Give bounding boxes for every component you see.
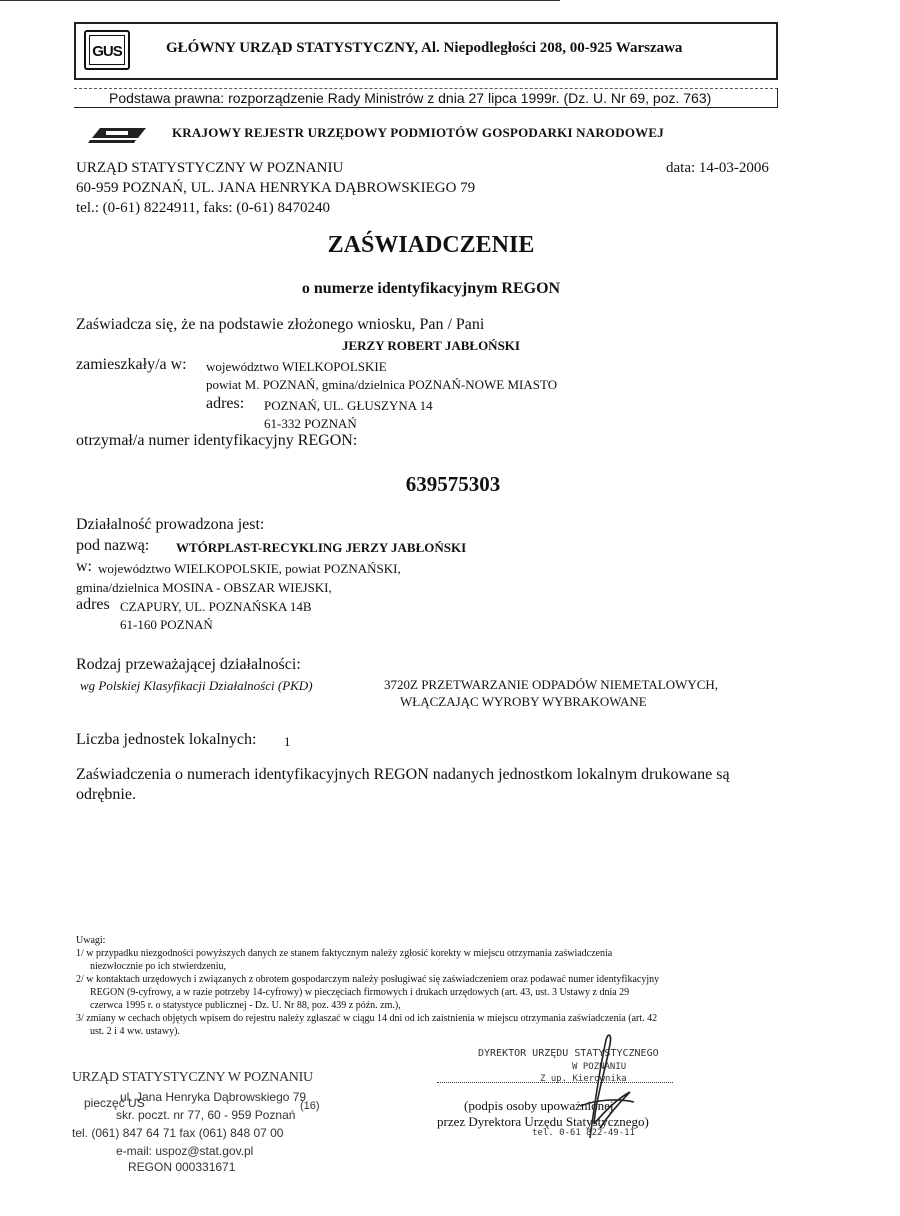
residence-district: powiat M. POZNAŃ, gmina/dzielnica POZNAŃ-NOWE MIASTO (206, 377, 558, 392)
activity-line1: 3720Z PRZETWARZANIE ODPADÓW NIEMETALOWYCH, (384, 677, 719, 692)
document-subtitle: o numerze identyfikacyjnym REGON (301, 280, 561, 297)
stamp-left-line5: e-mail: uspoz@stat.gov.pl (116, 1144, 254, 1158)
signature-label-line1: (podpis osoby upoważnionej (464, 1098, 614, 1113)
activity-label: Rodzaj przeważającej działalności: (76, 656, 301, 673)
address-postal: 61-332 POZNAŃ (264, 416, 357, 431)
business-name: WTÓRPLAST-RECYKLING JERZY JABŁOŃSKI (176, 540, 467, 555)
stamp-right-line4: tel. 0-61 822-49-11 (532, 1128, 635, 1138)
notes-heading: Uwagi: (76, 935, 106, 946)
note-1-line1: 1/ w przypadku niezgodności powyższych danych ze stanem faktycznym należy zgłosić korekty w miejscu otrzymania zaświadczenia (76, 948, 613, 959)
regon-number: 639575303 (405, 472, 501, 496)
address-label: adres: (206, 395, 245, 412)
local-units-note-line2: odrębnie. (76, 786, 136, 803)
residence-voivodeship: województwo WIELKOPOLSKIE (206, 359, 387, 374)
handwritten-signature (560, 1028, 640, 1148)
header-title: GŁÓWNY URZĄD STATYSTYCZNY, Al. Niepodległości 208, 00-925 Warszawa (166, 40, 683, 56)
note-2-line3: czerwca 1995 r. o statystyce publicznej - Dz. U. Nr 88, poz. 439 z późn. zm.), (90, 1000, 401, 1011)
business-address-postal: 61-160 POZNAŃ (120, 617, 213, 632)
business-address-street: CZAPURY, UL. POZNAŃSKA 14B (120, 599, 312, 614)
note-1-line2: niezwłocznie po ich stwierdzeniu, (90, 961, 227, 972)
business-location-label: w: (76, 558, 92, 575)
legal-basis-text: Podstawa prawna: rozporządzenie Rady Ministrów z dnia 27 lipca 1999r. (Dz. U. Nr 69, poz. 763) (109, 90, 712, 106)
note-2-line2: REGON (9-cyfrowy, a w razie potrzeby 14-cyfrowy) w pieczęciach firmowych i drukach urzędowych (art. 43, ust. 3 Ustawy z dnia 29 (90, 987, 630, 998)
stamp-left-line1: URZĄD STATYSTYCZNY W POZNANIU (72, 1070, 313, 1085)
note-3-line2: ust. 2 i 4 ww. ustawy). (90, 1026, 180, 1037)
activity-line2: WŁĄCZAJĄC WYROBY WYBRAKOWANE (400, 694, 647, 709)
office-address: 60-959 POZNAŃ, UL. JANA HENRYKA DĄBROWSKIEGO 79 (76, 180, 476, 196)
stamp-left-line3: skr. poczt. nr 77, 60 - 959 Poznań (116, 1108, 296, 1122)
stamp-right-line2: W POZNANIU (572, 1062, 627, 1072)
note-2-line1: 2/ w kontaktach urzędowych i związanych z obrotem gospodarczym należy posługiwać się zaświadczeniem oraz podawać numer identyfikacyjny (76, 974, 660, 985)
office-name: URZĄD STATYSTYCZNY W POZNANIU (76, 160, 344, 176)
document-title: ZAŚWIADCZENIE (327, 232, 535, 258)
register-title: KRAJOWY REJESTR URZĘDOWY PODMIOTÓW GOSPODARKI NARODOWEJ (172, 125, 664, 140)
business-address-label: adres (76, 596, 110, 613)
stamp-left-line4: tel. (061) 847 64 71 fax (061) 848 07 00 (72, 1126, 284, 1140)
gus-logo (84, 30, 130, 70)
document-date: data: 14-03-2006 (666, 160, 769, 176)
stamp-seal-label: pieczęć US (84, 1096, 145, 1110)
note-3-line1: 3/ zmiany w cechach objętych wpisem do rejestru należy zgłaszać w ciągu 14 dni od ich zaistnienia w miejscu otrzymania zaświadczenia (art. 42 (76, 1013, 658, 1024)
stamp-left-line2: ul. Jana Henryka Dąbrowskiego 79 (120, 1090, 307, 1104)
header-box (74, 22, 778, 80)
person-name: JERZY ROBERT JABŁOŃSKI (342, 338, 520, 353)
business-location-line2: gmina/dzielnica MOSINA - OBSZAR WIEJSKI, (76, 580, 332, 595)
business-conducted-label: Działalność prowadzona jest: (76, 516, 265, 533)
stamp-seal-number: (16) (300, 1100, 320, 1112)
intro-text: Zaświadcza się, że na podstawie złożonego wniosku, Pan / Pani (76, 316, 485, 333)
office-phone: tel.: (0-61) 8224911, faks: (0-61) 8470240 (76, 200, 330, 216)
received-label: otrzymał/a numer identyfikacyjny REGON: (76, 432, 358, 449)
local-units-value: 1 (284, 734, 291, 749)
scan-edge-line (0, 0, 560, 1)
business-location-line1: województwo WIELKOPOLSKIE, powiat POZNAŃSKI, (98, 561, 401, 576)
address-street: POZNAŃ, UL. GŁUSZYNA 14 (264, 398, 433, 413)
notes-section (76, 934, 780, 1038)
stamp-left-line6: REGON 000331671 (128, 1160, 236, 1174)
register-logo-icon (88, 124, 148, 144)
local-units-note-line1: Zaświadczenia o numerach identyfikacyjnych REGON nadanych jednostkom lokalnym drukowane są (76, 766, 730, 783)
pkd-label: wg Polskiej Klasyfikacji Działalności (PKD) (80, 678, 313, 693)
stamp-right-line3: Z up. Kierownika (540, 1074, 627, 1084)
stamp-right-line1: DYREKTOR URZĘDU STATYSTYCZNEGO (478, 1048, 659, 1059)
business-name-label: pod nazwą: (76, 537, 150, 554)
signature-label-line2: przez Dyrektora Urzędu Statystycznego) (437, 1114, 649, 1129)
residence-label: zamieszkały/a w: (76, 356, 187, 373)
gus-logo-text: GUS (89, 35, 125, 65)
local-units-label: Liczba jednostek lokalnych: (76, 731, 257, 748)
